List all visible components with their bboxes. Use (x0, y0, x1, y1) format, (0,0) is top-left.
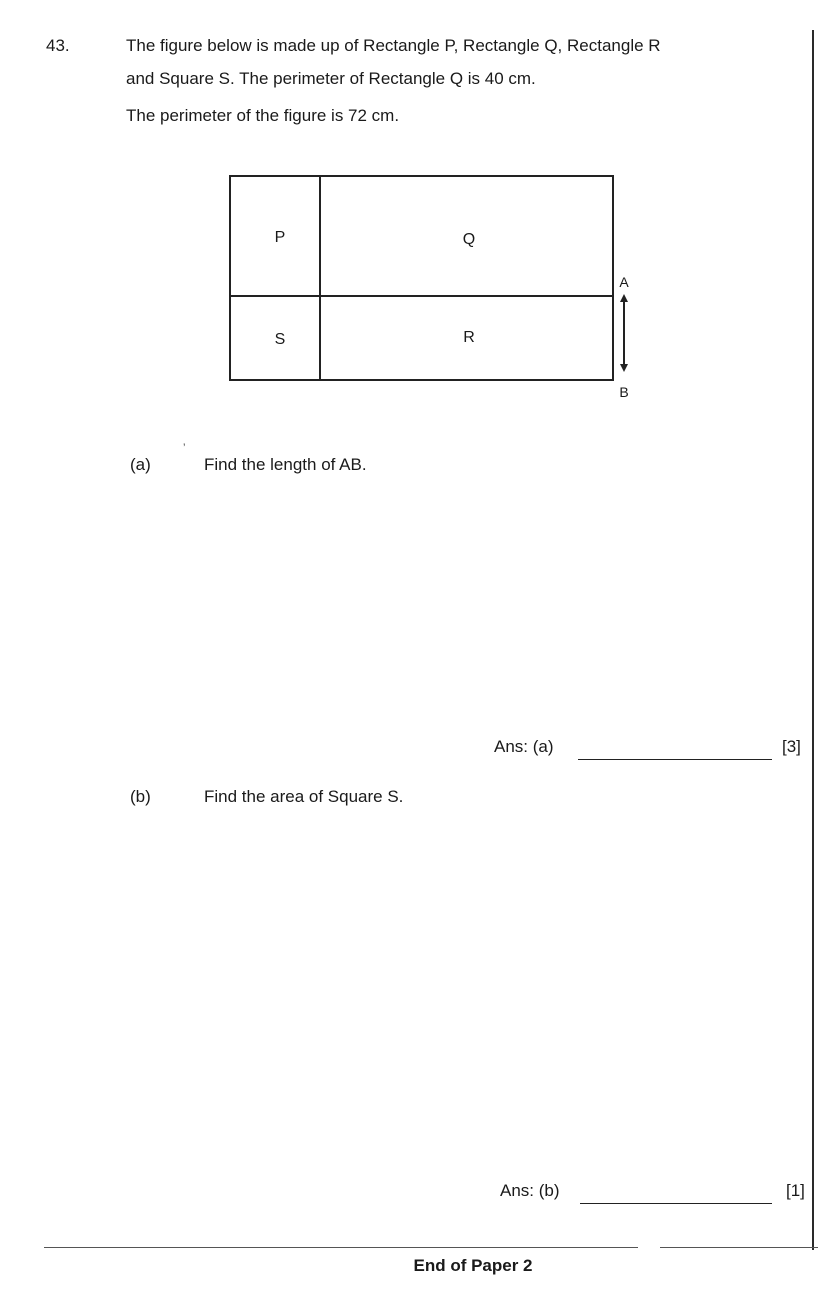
figure-drawing (226, 170, 646, 400)
question-number: 43. (46, 36, 70, 55)
part-a-question: Find the length of AB. (204, 455, 367, 474)
question-stem-line-3: The perimeter of the figure is 72 cm. (126, 106, 400, 125)
part-a-marks: [3] (782, 737, 801, 756)
part-a-answer-label: Ans: (a) (494, 737, 554, 756)
composite-figure (226, 170, 646, 400)
question-stem-line-2: and Square S. The perimeter of Rectangle Q is 40 cm. (126, 69, 536, 88)
end-of-paper-text: End of Paper 2 (413, 1256, 533, 1275)
part-a-letter: (a) (130, 455, 151, 474)
label-rectangle-p: P (274, 229, 286, 246)
arrowhead-bottom (620, 364, 628, 372)
label-rectangle-r: R (463, 329, 475, 346)
stray-mark: ’ (183, 442, 186, 454)
footer-rule-right (660, 1247, 818, 1248)
footer-rule-left (44, 1247, 638, 1248)
label-point-a: A (619, 274, 629, 290)
label-rectangle-q: Q (462, 231, 476, 248)
label-square-s: S (274, 331, 286, 348)
page-right-border (812, 30, 814, 1250)
part-b-answer-line[interactable] (580, 1203, 772, 1204)
part-b-marks: [1] (786, 1181, 805, 1200)
question-stem-line-1: The figure below is made up of Rectangle P, Rectangle Q, Rectangle R (126, 36, 661, 55)
part-b-answer-label: Ans: (b) (500, 1181, 560, 1200)
part-b-question: Find the area of Square S. (204, 787, 404, 806)
outer-rectangle (230, 176, 613, 380)
arrowhead-top (620, 294, 628, 302)
label-point-b: B (619, 384, 629, 400)
part-b-letter: (b) (130, 787, 151, 806)
part-a-answer-line[interactable] (578, 759, 772, 760)
